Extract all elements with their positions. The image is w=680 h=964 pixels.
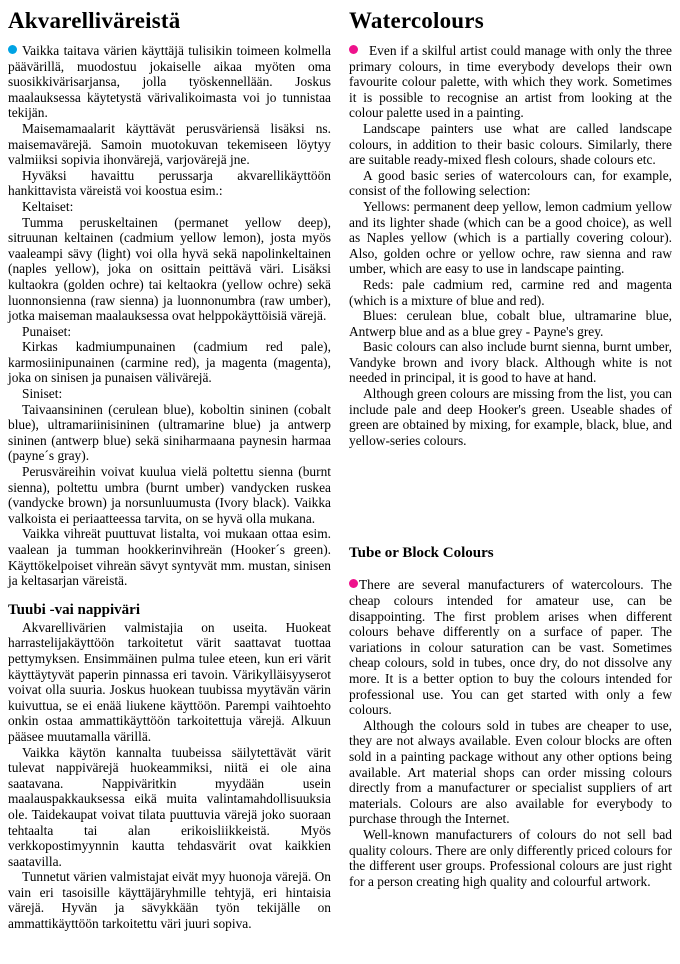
magenta-bullet-icon xyxy=(349,579,358,588)
paragraph: Well-known manufacturers of colours do not sell bad quality colours. There are only differently priced colours for the different user groups. Professional colours are just right for a person creating high quality and colourful artwork. xyxy=(349,826,672,889)
cyan-bullet-icon xyxy=(8,45,17,54)
magenta-bullet-icon xyxy=(349,45,358,54)
paragraph: Although the colours sold in tubes are cheaper to use, they are not always available. Even colour blocks are often sold in a painting package without any other options being available. Art material shops can order missing colours directly from a manufacturer or specialist suppliers of art materials. Colours are also available for everybody to purchase through the Internet. xyxy=(349,717,672,827)
paragraph: Vaikka vihreät puuttuvat listalta, voi mukaan ottaa esim. vaalean ja tumman hookkerinvihreän (Hooker´s green). Käyttökelpoiset vihreän sävyt syntyvät mm. mustan, sinisen ja keltasarjan väreistä. xyxy=(8,526,331,589)
paragraph: Although green colours are missing from the list, you can include pale and deep Hooker's green. Useable shades of green are obtained by mixing, for example, black, blue, and yellow-series colours. xyxy=(349,386,672,448)
paragraph: Kirkas kadmiumpunainen (cadmium red pale), karmosiinipunainen (carmine red), ja magenta (magenta), joka on sinisen ja punaisen välivärejä. xyxy=(8,339,331,386)
category-label-yellows: Keltaiset: xyxy=(22,198,74,214)
paragraph: Hyväksi havaittu perussarja akvarellikäyttöön hankittavista väreistä voi koostua esim.: xyxy=(8,167,331,199)
paragraph: Basic colours can also include burnt sienna, burnt umber, Vandyke brown and ivory black. Although white is not needed in principal, it is good to have at hand. xyxy=(349,339,672,386)
paragraph: Blues: cerulean blue, cobalt blue, ultramarine blue, Antwerp blue and as a blue grey - Payne's grey. xyxy=(349,308,672,339)
paragraph xyxy=(349,577,672,717)
paragraph-text: Vaikka taitava värien käyttäjä tulisikin toimeen kolmella päävärillä, muodostuu jokaiselle aikaa myöten oma suosikkivärisarjansa, jolla työskennellään. Joskus maalauksessa käytetystä värivalikoimasta voi jo tunnistaa tekijän. xyxy=(8,43,331,121)
category-label-reds: Punaiset: xyxy=(22,323,72,339)
right-column xyxy=(349,6,672,932)
paragraph xyxy=(8,43,331,121)
paragraph: Tunnetut värien valmistajat eivät myy huonoja värejä. On vain eri tasoisille käyttäjäryhmille tehtyjä, eri hintaisia värejä. Hyvän ja sävykkään työn tekijälle on ammattikäyttöön tarkoitettu väri juuri sopiva. xyxy=(8,869,331,932)
paragraph-text: There are several manufacturers of watercolours. The cheap colours intended for amateur use, can be disappointing. The first problem arises when different colours behave differently on a surface of paper. The variations in colour saturation can be vast. Sometimes cheap colours, sold in tubes, once dry, do not dissolve any more. It is a better option to buy the colours intended for professional use. You can get started with only a few colours. xyxy=(349,577,672,718)
paragraph: Perusväreihin voivat kuulua vielä poltettu sienna (burnt sienna), poltettu umbra (burnt umber) vandycken ruskea (vandycke brown) ja norsunluumusta (Ivory black). Vaikka valkoista ei periaatteessa tarvita, on se hyvä olla mukana. xyxy=(8,464,331,526)
left-column-title: Akvarelliväreistä xyxy=(8,8,181,33)
category-label-blues: Siniset: xyxy=(22,386,63,402)
paragraph xyxy=(349,43,672,121)
tube-or-button-colour-heading-fi: Tuubi -vai nappiväri xyxy=(8,601,141,618)
right-column-title: Watercolours xyxy=(349,8,484,33)
paragraph: A good basic series of watercolours can, for example, consist of the following selection: xyxy=(349,167,672,199)
paragraph: Akvarellivärien valmistajia on useita. Huokeat harrastelijakäyttöön tarkoitetut värit saattavat tuottaa pettymyksen. Ensimmäinen pulma tulee eteen, kun eri värit käyttäytyvät paperin pinnassa eri tavoin. Värikylläisyyserot voivat olla suuria. Joskus huokean tuubissa myytävän värin kuivuttua, se ei enää liukene käyttöön. Parempi vaihtoehto onkin ostaa ammattikäyttöön tarkoitettuja värejä. Alkuun pääsee muutamalla värillä. xyxy=(8,619,331,744)
paragraph: Taivaansininen (cerulean blue), koboltin sininen (cobalt blue), ultramariinisininen (ultramarine blue) ja antwerp sininen (antwerp blue) sekä siniharmaana paynesin harmaa (payne´s gray). xyxy=(8,401,331,464)
paragraph: Vaikka käytön kannalta tuubeissa säilytettävät värit tulevat nappivärejä huokeammiksi, niitä ei ole aina saatavana. Nappiväritkin myydään usein maalauspakkauksessa eikä muita valintamahdollisuuksia ole. Taidekaupat voivat tilata puuttuvia värejä joko suoraan tehtaalta tai alan erikoisliikkeistä. Myös verkkopostimyynnin kautta tehdasvärit ovat kaikkien saatavilla. xyxy=(8,744,331,869)
left-column xyxy=(8,6,331,932)
paragraph: Reds: pale cadmium red, carmine red and magenta (which is a mixture of blue and red). xyxy=(349,276,672,308)
paragraph: Tumma peruskeltainen (permanet yellow deep), sitruunan keltainen (cadmium yellow lemon), josta myös vaaleampi sävy (light) voi olla hyvä sekä napolinkeltainen (naples yellow), joka on osittain peittävä väri. Lisäksi kultaokra (golden ochre) tai keltaokra (yellow ochre) sekä luonnonsienna (raw sienna) ja luonnonumbra (raw umber), jotka maiseman maalauksessa ovat helppokäyttöisiä värejä. xyxy=(8,214,331,324)
tube-or-block-colours-heading: Tube or Block Colours xyxy=(349,545,494,562)
paragraph: Landscape painters use what are called landscape colours, in addition to their basic colours. Similarly, there are suitable ready-mixed flesh colours, shade colours etc. xyxy=(349,120,672,168)
paragraph: Maisemamaalarit käyttävät perusväriensä lisäksi ns. maisemavärejä. Samoin muotokuvan tekemiseen löytyy valmiiksi sopivia ihonvärejä, varjovärejä jne. xyxy=(8,120,331,168)
paragraph-text: Even if a skilful artist could manage with only the three primary colours, in time everybody develops their own favourite colour palette, with which they work. Sometimes it is possible to recognise an artist from looking at the colour palette used in a painting. xyxy=(349,43,672,121)
paragraph: Yellows: permanent deep yellow, lemon cadmium yellow and its lighter shade (which can be a good choice), as well as Naples yellow (which is a partially covering colour). Also, golden ochre or yellow ochre, raw sienna and raw umber, which are easy to use in landscape painting. xyxy=(349,198,672,277)
